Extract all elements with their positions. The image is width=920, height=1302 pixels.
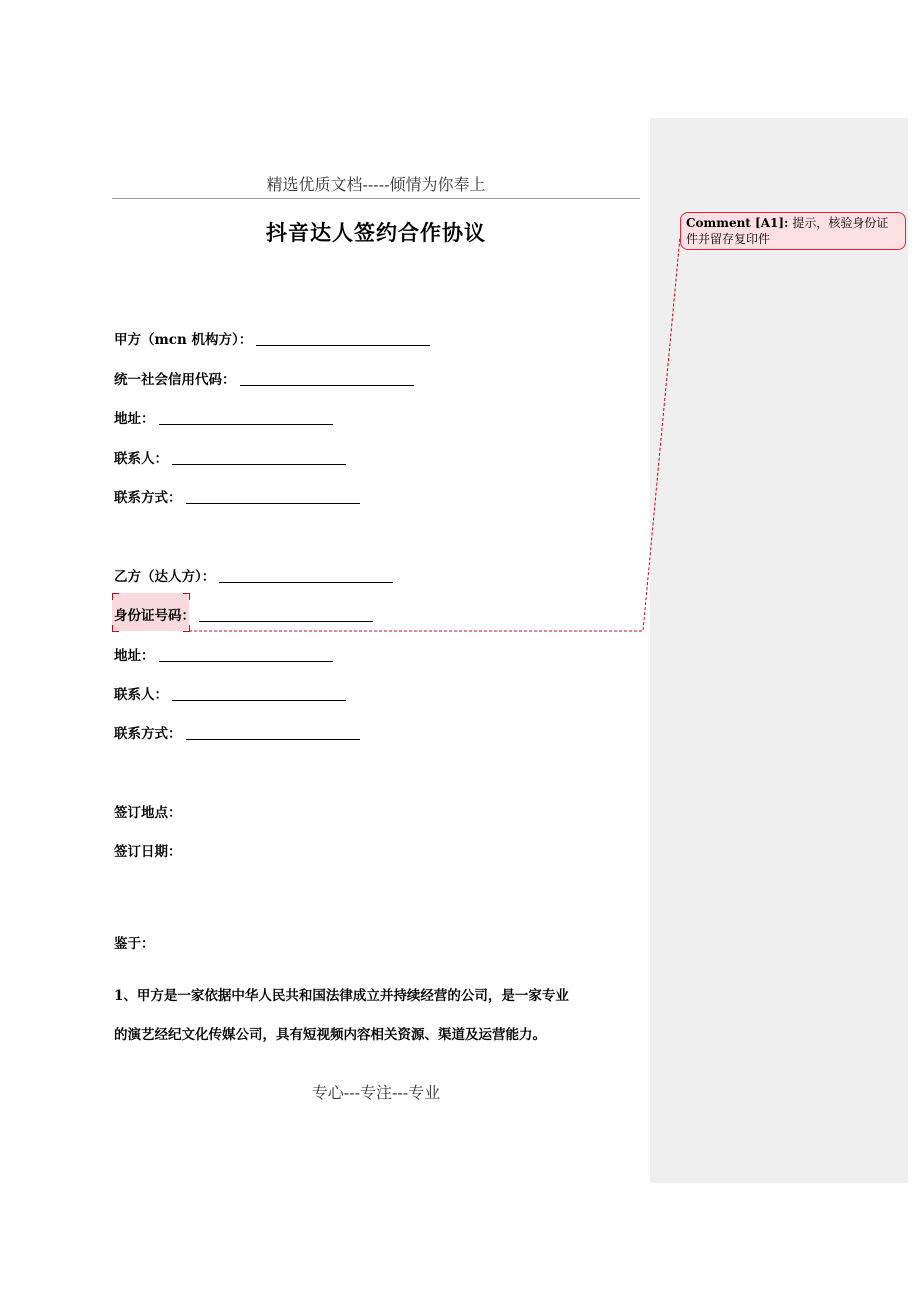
clause-1-line-1: 1、甲方是一家依据中华人民共和国法律成立并持续经营的公司，是一家专业 — [114, 988, 569, 1004]
party-b-id-label-suffix: ： — [181, 608, 195, 624]
sign-date-label: 签订日期： — [114, 844, 182, 860]
page-header: 精选优质文档-----倾情为你奉上 — [266, 175, 486, 194]
party-b-id-label: 身份证号码 — [114, 608, 182, 624]
party-a-phone-label: 联系方式： — [114, 490, 182, 506]
party-b-name-label: 乙方（达人方）： — [114, 569, 216, 585]
party-a-credit-code-label: 统一社会信用代码： — [114, 372, 236, 388]
whereas-heading: 鉴于： — [114, 936, 155, 952]
comment-author: Comment [A1]: — [686, 216, 789, 230]
party-b-address-label: 地址： — [114, 648, 155, 664]
page-footer: 专心---专注---专业 — [311, 1083, 441, 1102]
party-b-contact-label: 联系人： — [114, 687, 168, 703]
party-a-address-label: 地址： — [114, 411, 155, 427]
comment-balloon[interactable] — [680, 212, 906, 250]
party-a-name-label: 甲方（mcn 机构方）： — [114, 332, 253, 348]
party-a-contact-label: 联系人： — [114, 451, 168, 467]
clause-1-line-2: 的演艺经纪文化传媒公司，具有短视频内容相关资源、渠道及运营能力。 — [114, 1027, 546, 1043]
party-b-phone-label: 联系方式： — [114, 726, 182, 742]
document-title: 抖音达人签约合作协议 — [266, 220, 486, 245]
sign-place-label: 签订地点： — [114, 805, 182, 821]
comment-text: 提示，核验身份证件并留存复印件 — [686, 216, 889, 246]
